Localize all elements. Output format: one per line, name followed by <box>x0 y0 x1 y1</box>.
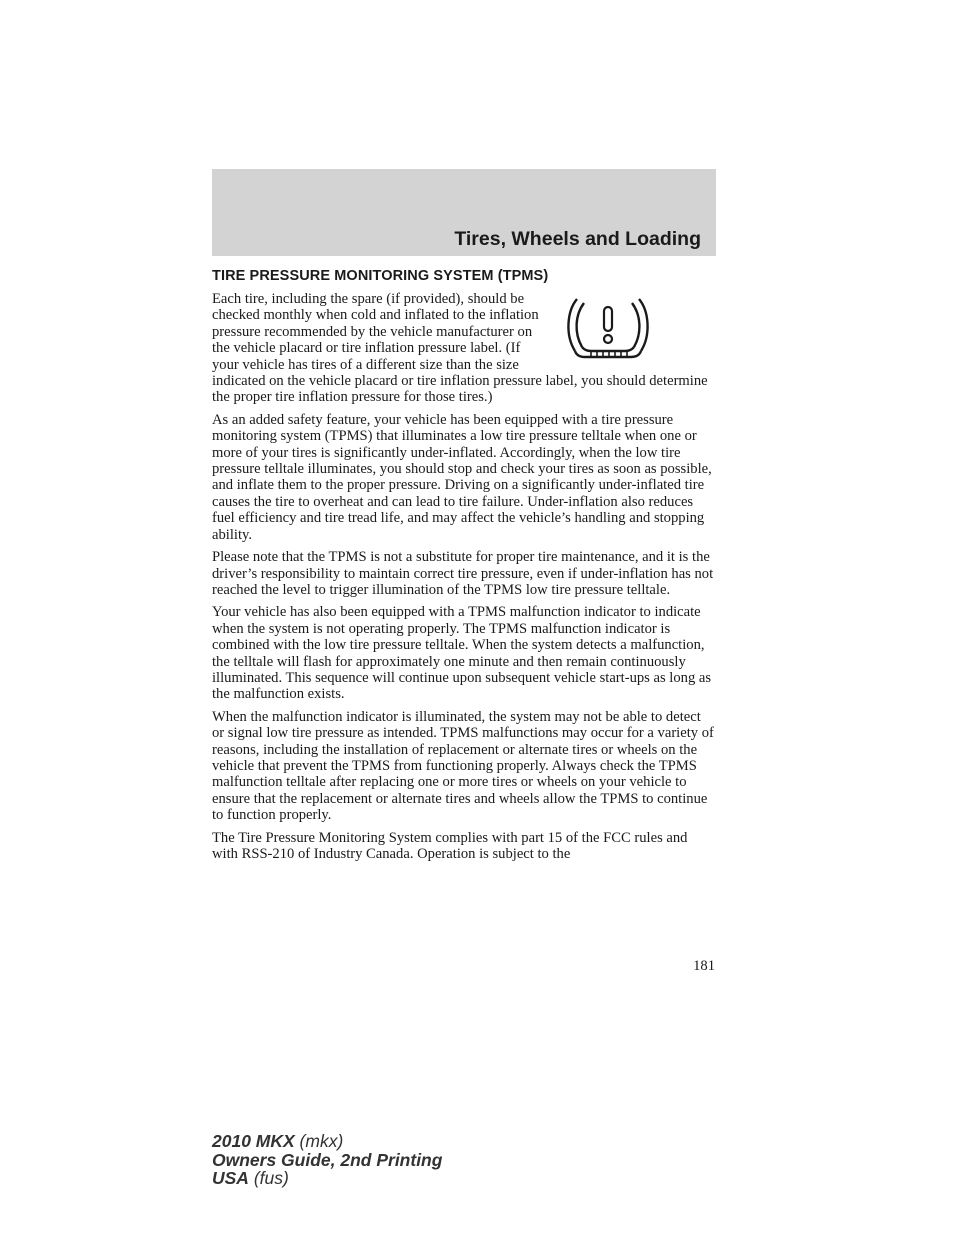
paragraph-4: Your vehicle has also been equipped with a TPMS malfunction indicator to indicate when the system is not operating properly. The TPMS malfunction indicator is combined with the low tire pressure telltale. When the system detects a malfunction, the telltale will flash for approximately one minute and then remain continuously illuminated. This sequence will continue upon subsequent vehicle start-ups as long as the malfunction exists. <box>212 604 712 703</box>
paragraph-3: Please note that the TPMS is not a substitute for proper tire maintenance, and it is the driver’s responsibility to maintain correct tire pressure, even if under-inflation has not reached the level to trigger illumination of the TPMS low tire pressure telltale. <box>212 549 714 598</box>
paragraph-2: As an added safety feature, your vehicle has been equipped with a tire pressure monitoring system (TPMS) that illuminates a low tire pressure telltale when one or more of your tires is significantly under-inflated. Accordingly, when the low tire pressure telltale illuminates, you should stop and check your tires as soon as possible, and inflate them to the proper pressure. Driving on a significantly under-inflated tire causes the tire to overheat and can lead to tire failure. Under-inflation also reduces fuel efficiency and tire tread life, and may affect the vehicle’s handling and stopping ability. <box>212 411 712 543</box>
paragraph-1: Each tire, including the spare (if provided), should be checked monthly when cold and inflated to the inflation pressure recommended by the vehicle manufacturer on the vehicle placard or tire inflation pressure label. (If your vehicle has tires of a different size than the size indicated on the vehicle placard or tire inflation pressure label, you should determine the proper tire inflation pressure for those tires.) <box>212 291 708 406</box>
paragraph-5: When the malfunction indicator is illuminated, the system may not be able to detect or signal low tire pressure as intended. TPMS malfunctions may occur for a variety of reasons, including the installation of replacement or alternate tires or wheels on the vehicle that prevent the TPMS from functioning properly. Always check the TPMS malfunction telltale after replacing one or more tires or wheels on your vehicle to ensure that the replacement or alternate tires and wheels allow the TPMS to continue to function properly. <box>212 708 714 824</box>
footer-line-1: 2010 MKX (mkx) <box>212 1131 344 1151</box>
header-band <box>212 169 716 256</box>
footer-line-3: USA (fus) <box>212 1168 289 1188</box>
section-heading: TIRE PRESSURE MONITORING SYSTEM (TPMS) <box>212 268 549 284</box>
tpms-warning-icon <box>563 293 653 365</box>
paragraph-6: The Tire Pressure Monitoring System complies with part 15 of the FCC rules and with RSS-210 of Industry Canada. Operation is subject to the <box>212 829 688 862</box>
body-text <box>212 291 716 868</box>
footer-line-2: Owners Guide, 2nd Printing <box>212 1149 443 1170</box>
footer <box>212 1132 442 1188</box>
page-number: 181 <box>693 958 715 974</box>
header-title: Tires, Wheels and Loading <box>454 228 701 250</box>
